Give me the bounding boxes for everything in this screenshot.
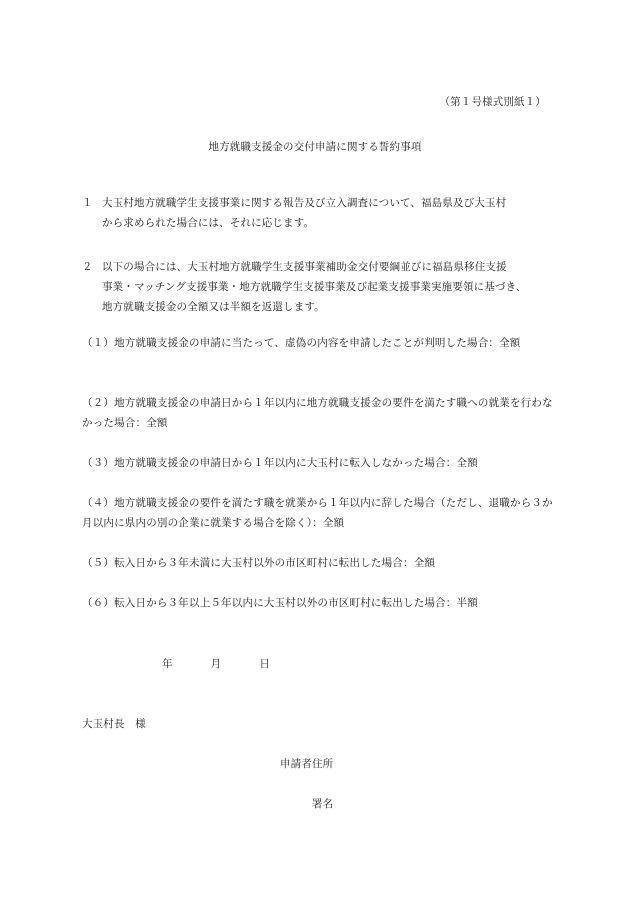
clause-line: 大玉村地方就職学生支援事業に関する報告及び立入調査について、福島県及び大玉村 <box>102 197 507 209</box>
repayment-case-2: （２）地方就職支援金の申請日から１年以内に地方就職支援金の要件を満たす職への就業を行わなかった場合：全額 <box>82 397 553 429</box>
clause-line: 以下の場合には、大玉村地方就職学生支援事業補助金交付要綱並びに福島県移住支援 <box>102 261 507 273</box>
clause-line: から求められた場合には、それに応じます。 <box>102 217 315 229</box>
date-year-label: 年 <box>162 658 173 670</box>
repayment-case-6: （６）転入日から３年以上５年以内に大玉村以外の市区町村に転出した場合：半額 <box>82 597 478 609</box>
form-number: （第１号様式別紙１） <box>439 96 546 108</box>
repayment-case-4: （４）地方就職支援金の要件を満たす職を就業から１年以内に辞した場合（ただし、退職から３か月以内に県内の別の企業に就業する場合を除く）：全額 <box>82 497 553 529</box>
clause-2 <box>82 257 562 317</box>
date-line <box>162 654 270 674</box>
date-month-label: 月 <box>210 658 222 670</box>
repayment-case-1: （１）地方就職支援金の申請に当たって、虚偽の内容を申請したことが判明した場合：全額 <box>82 337 521 349</box>
repayment-case-3: （３）地方就職支援金の申請日から１年以内に大玉村に転入しなかった場合：全額 <box>82 457 478 469</box>
clause-line: 地方就職支援金の全額又は半額を返還します。 <box>102 301 325 313</box>
clause-number: ２ <box>82 261 93 273</box>
repayment-case-5: （５）転入日から３年未満に大玉村以外の市区町村に転出した場合：全額 <box>82 557 436 569</box>
addressee: 大玉村長 様 <box>82 718 146 730</box>
clause-line: 事業・マッチング支援事業・地方就職学生支援事業及び起業支援事業実施要領に基づき、 <box>102 281 527 293</box>
document-title: 地方就職支援金の交付申請に関する誓約事項 <box>208 141 422 153</box>
clause-1 <box>82 193 562 233</box>
date-day-label: 日 <box>259 658 270 670</box>
clause-number: １ <box>82 197 93 209</box>
applicant-address-label: 申請者住所 <box>280 758 334 770</box>
signature-label: 署名 <box>312 798 334 810</box>
